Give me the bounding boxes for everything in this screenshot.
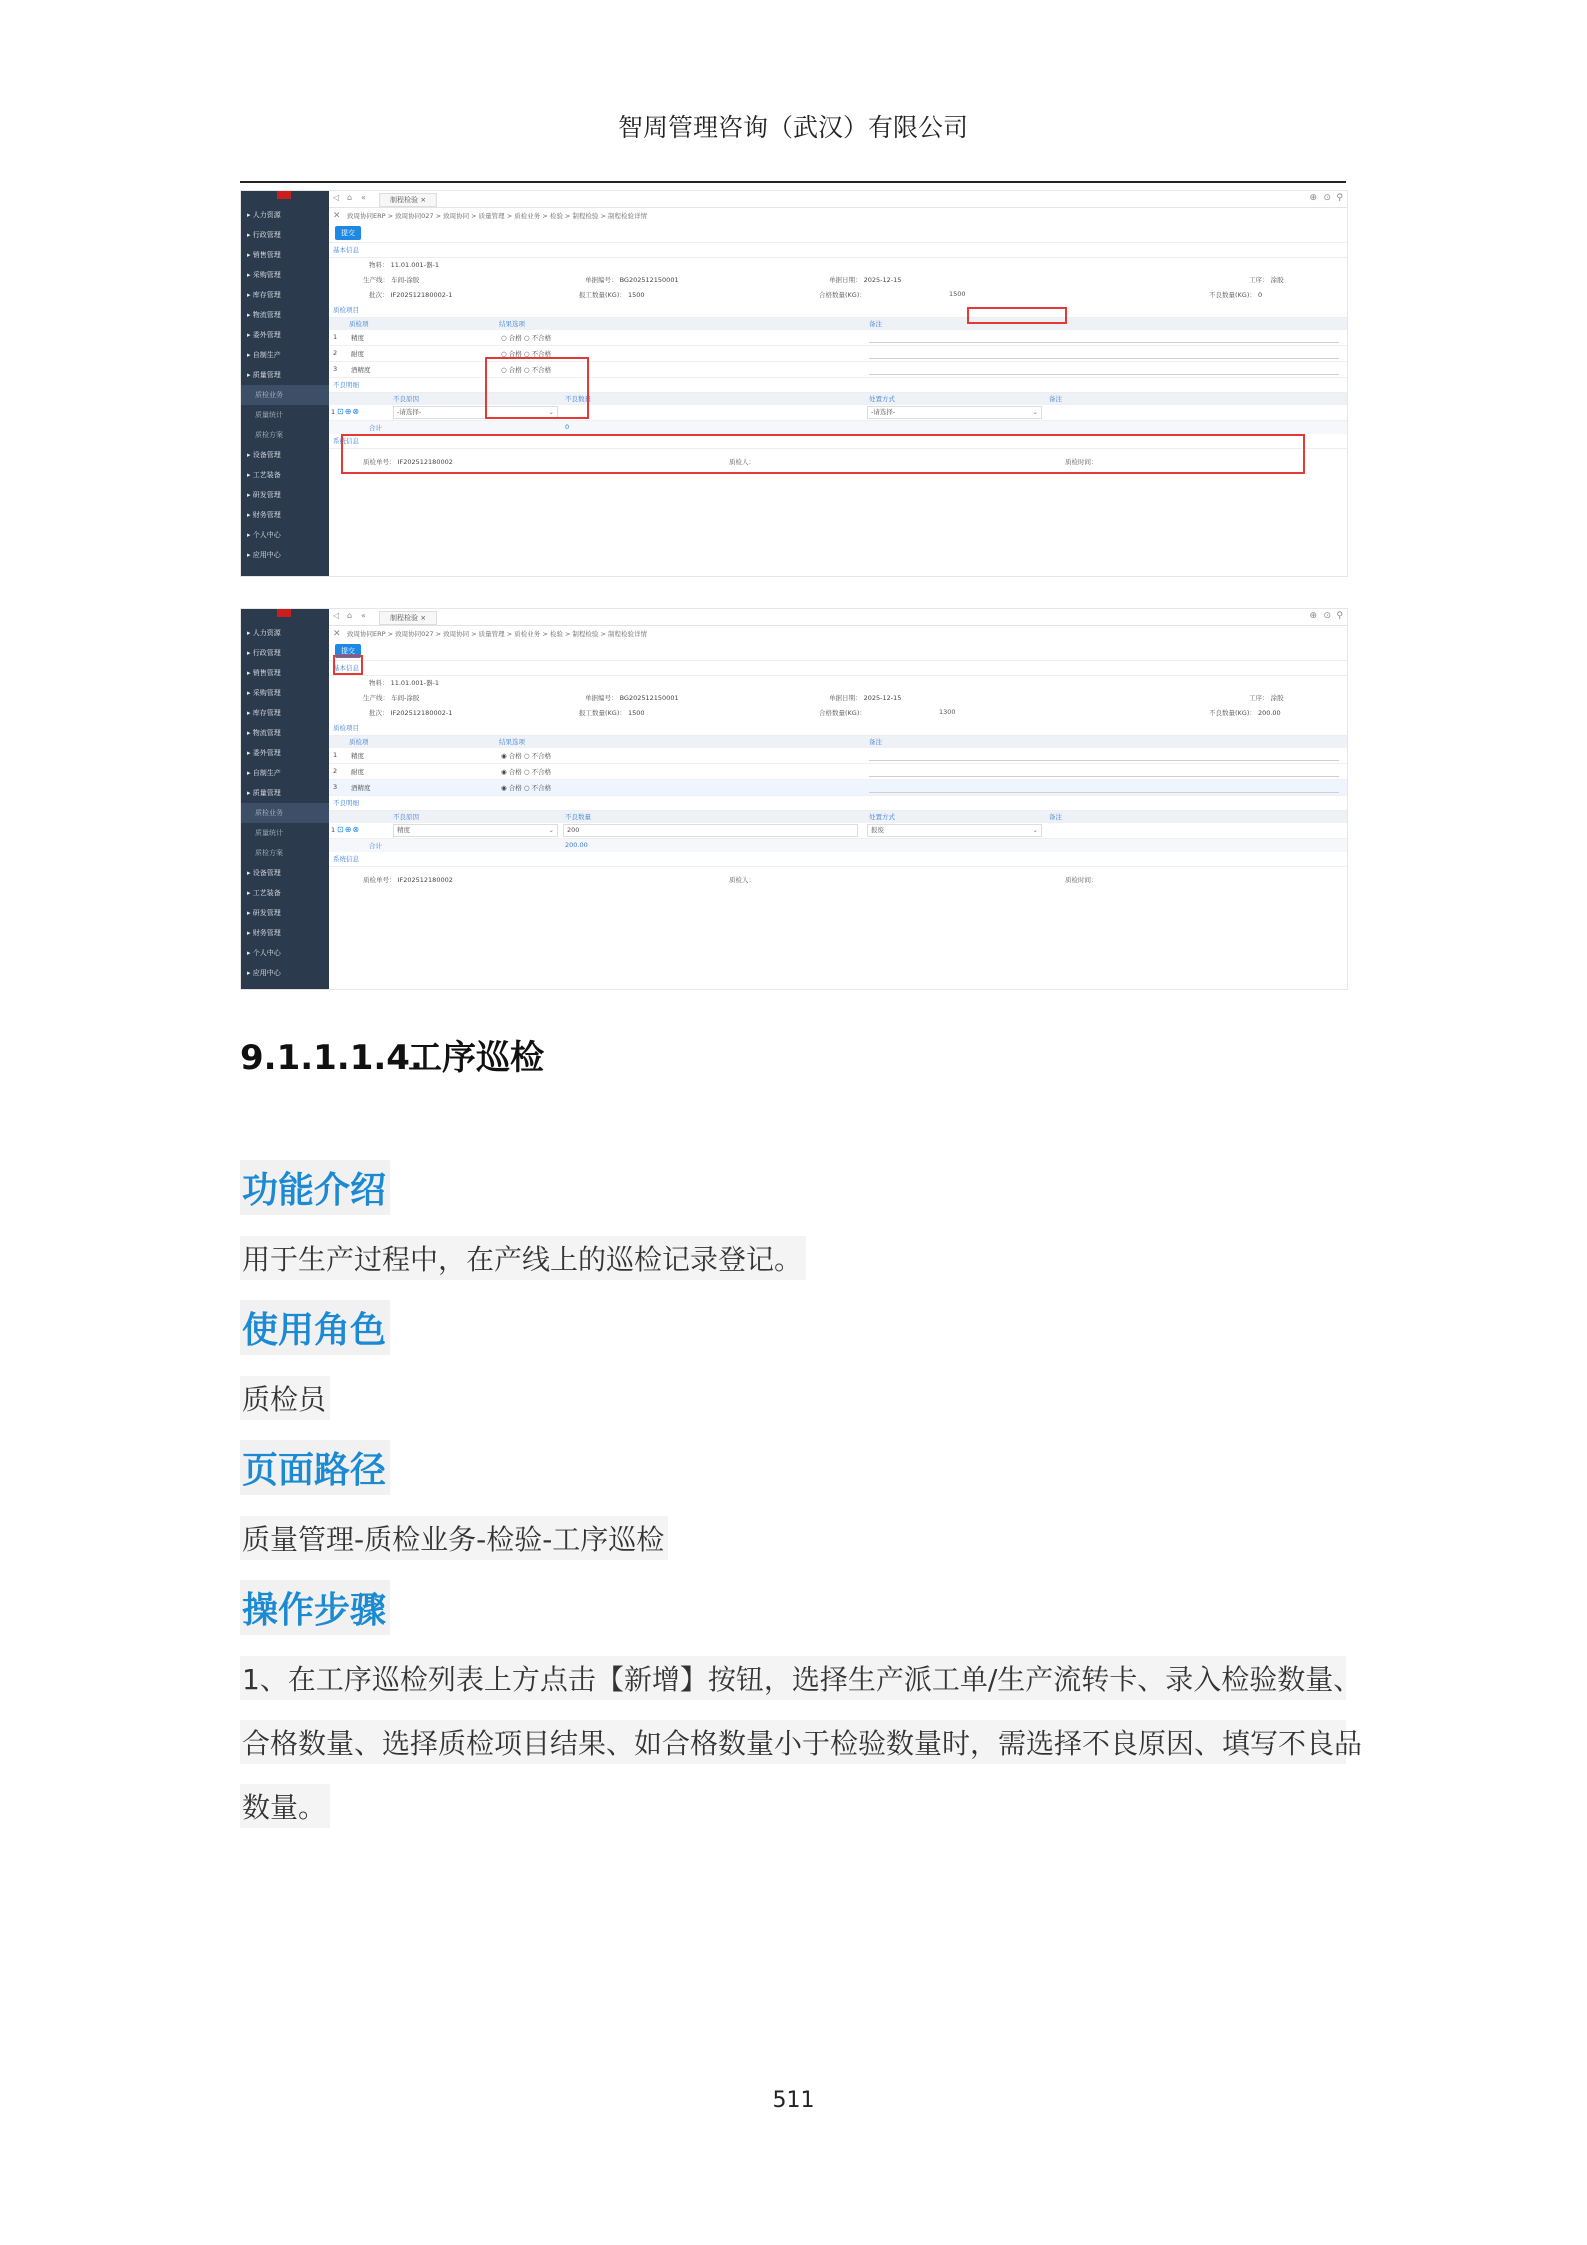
radio-ng-label: 不合格 <box>531 334 552 342</box>
radio-ng-label: 不合格 <box>531 784 552 792</box>
qualified-label: 合格数量(KG)： <box>819 291 866 299</box>
result-radios[interactable]: ◉ 合格 ○ 不合格 <box>501 784 552 792</box>
sidebar-item[interactable]: ▸ 质量管理 <box>247 789 281 797</box>
section-number: 9.1.1.1.4. <box>240 1038 423 1078</box>
sidebar-item[interactable]: ▸ 物流管理 <box>247 729 281 737</box>
remark-input[interactable] <box>869 776 1339 777</box>
radio-ok-label: 合格 <box>508 350 522 358</box>
sidebar-item[interactable]: ▸ 财务管理 <box>247 511 281 519</box>
subtotal-value: 0 <box>565 423 570 431</box>
breadcrumb-text: 致周协同ERP > 致周协同027 > 致周协同 > 质量管理 > 质检业务 > 检验 > 制程检验 > 制程检验详情 <box>347 630 647 638</box>
chevron-down-icon: ⌄ <box>548 408 554 416</box>
defect-col-qty: 不良数量 <box>565 813 591 821</box>
tab-label: 制程检验 <box>390 196 418 204</box>
material-label: 物料： <box>369 261 389 269</box>
defect-col-qty: 不良数量 <box>565 395 591 403</box>
radio-ok-label: 合格 <box>508 366 522 374</box>
sidebar-nav <box>241 205 329 565</box>
zoom-icon[interactable]: ⊙ <box>1323 193 1331 203</box>
qualified-label: 合格数量(KG)： <box>819 709 866 717</box>
dispose-value: 报废 <box>871 826 884 834</box>
text-steps-line-3: 数量。 <box>240 1784 330 1828</box>
sidebar-item[interactable]: ▸ 个人中心 <box>247 531 281 539</box>
doc-date-value: 2025-12-15 <box>863 276 902 284</box>
radio-ng-label: 不合格 <box>531 350 552 358</box>
sidebar-item[interactable]: 质检方案 <box>255 849 283 857</box>
sidebar-nav <box>241 623 329 983</box>
sidebar-item[interactable]: ▸ 自制生产 <box>247 769 281 777</box>
sidebar-item[interactable]: ▸ 行政管理 <box>247 649 281 657</box>
report-qty-label: 报工数量(KG)： <box>579 291 626 299</box>
sidebar-item[interactable]: ▸ 行政管理 <box>247 231 281 239</box>
line-value: 车间-涂胶 <box>391 694 420 702</box>
screenshot-2 <box>240 608 1348 990</box>
row-action-icons[interactable]: ⊡⊕⊗ <box>337 825 361 834</box>
process-label: 工序： <box>1249 276 1269 284</box>
sidebar-item[interactable]: ▸ 销售管理 <box>247 251 281 259</box>
defect-col-dispose: 处置方式 <box>869 395 895 403</box>
sidebar-item[interactable]: ▸ 个人中心 <box>247 949 281 957</box>
defect-qty-value: 200.00 <box>1257 709 1281 717</box>
batch-value: IF202512180002-1 <box>390 709 453 717</box>
screenshot-1 <box>240 190 1348 577</box>
defect-reason-value: 精度 <box>397 826 410 834</box>
double-left-icon[interactable]: « <box>361 193 366 202</box>
breadcrumb-text: 致周协同ERP > 致周协同027 > 致周协同 > 质量管理 > 质检业务 > 检验 > 制程检验 > 制程检验详情 <box>347 212 647 220</box>
submit-button[interactable]: 提交 <box>335 644 361 658</box>
double-left-icon[interactable]: « <box>361 611 366 620</box>
home-icon[interactable]: ⌂ <box>347 611 353 620</box>
page-header-company: 智周管理咨询（武汉）有限公司 <box>617 113 968 142</box>
section-inspection-items: 质检项目 <box>329 721 1347 736</box>
sidebar-item[interactable]: ▸ 工艺装备 <box>247 471 281 479</box>
dispose-select[interactable] <box>867 406 1042 419</box>
sidebar-item[interactable]: ▸ 设备管理 <box>247 451 281 459</box>
text-roles: 质检员 <box>240 1376 330 1420</box>
sidebar-item[interactable]: ▸ 设备管理 <box>247 869 281 877</box>
sidebar-item[interactable]: 质检业务 <box>241 803 329 823</box>
sidebar <box>241 191 329 576</box>
table-row <box>329 780 1347 796</box>
subtotal-label: 合计 <box>369 842 382 850</box>
radio-ng-label: 不合格 <box>531 752 552 760</box>
inspector-label: 质检人： <box>729 458 755 466</box>
sidebar-item[interactable]: ▸ 质量管理 <box>247 371 281 379</box>
row-index: 2 <box>333 349 338 357</box>
items-col-result: 结果选项 <box>499 738 525 746</box>
process-value: 涂胶 <box>1270 276 1284 284</box>
defect-row <box>329 405 1347 421</box>
breadcrumb <box>329 208 1347 224</box>
doc-date-label: 单据日期： <box>829 694 862 702</box>
sidebar-item[interactable]: 质检方案 <box>255 431 283 439</box>
main-panel <box>329 609 1347 989</box>
items-header <box>329 318 1347 330</box>
highlight-defect <box>341 434 1305 474</box>
qualified-input[interactable]: 1500 <box>949 290 966 298</box>
radio-ok-label: 合格 <box>508 768 522 776</box>
defect-subtotal <box>329 839 1347 852</box>
doc-date-value: 2025-12-15 <box>863 694 902 702</box>
button-row <box>329 224 1347 243</box>
doc-no-label: 单据编号： <box>585 276 618 284</box>
back-icon[interactable]: ◁ <box>333 611 340 620</box>
line-label: 生产线： <box>363 694 389 702</box>
defect-col-reason: 不良原因 <box>393 813 419 821</box>
heading-page-path: 页面路径 <box>240 1440 390 1495</box>
text-function-intro: 用于生产过程中，在产线上的巡检记录登记。 <box>240 1236 806 1280</box>
report-qty-value: 1500 <box>627 291 645 299</box>
insp-no-value: IF202512180002 <box>397 458 453 466</box>
page-number: 511 <box>772 2088 815 2113</box>
remark-input[interactable] <box>869 342 1339 343</box>
sidebar-item[interactable]: ▸ 自制生产 <box>247 351 281 359</box>
user-icon[interactable]: ⚲ <box>1336 611 1343 621</box>
process-label: 工序： <box>1249 694 1269 702</box>
sidebar-item[interactable]: ▸ 财务管理 <box>247 929 281 937</box>
doc-no-value: BG202512150001 <box>619 276 679 284</box>
dispose-value: -请选择- <box>871 408 896 416</box>
logo <box>277 191 291 199</box>
row-index: 1 <box>333 751 338 759</box>
batch-label: 批次： <box>369 291 389 299</box>
defect-header <box>329 811 1347 823</box>
items-col-result: 结果选项 <box>499 320 525 328</box>
doc-date-label: 单据日期： <box>829 276 862 284</box>
system-row <box>329 873 1347 888</box>
subtotal-label: 合计 <box>369 424 382 432</box>
material-value: 11.01.001-器-1 <box>390 679 439 687</box>
line-value: 车间-涂胶 <box>391 276 420 284</box>
row-item: 酒精度 <box>351 784 371 792</box>
radio-ok-label: 合格 <box>508 334 522 342</box>
items-col-item: 质检项 <box>349 320 369 328</box>
basic-row-1 <box>329 258 1347 273</box>
tab-label: 制程检验 <box>390 614 418 622</box>
logo <box>277 609 291 617</box>
heading-roles: 使用角色 <box>240 1300 390 1355</box>
row-item: 精度 <box>351 334 364 342</box>
inspector-label: 质检人： <box>729 876 755 884</box>
doc-no-label: 单据编号： <box>585 694 618 702</box>
section-title: 工序巡检 <box>408 1038 544 1078</box>
tab-process-inspection[interactable]: 制程检验 × <box>379 193 437 207</box>
insp-no-label: 质检单号： <box>363 876 396 884</box>
result-radios[interactable]: ◉ 合格 ○ 不合格 <box>501 768 552 776</box>
table-row <box>329 748 1347 764</box>
section-basic-info: 基本信息 <box>329 243 1347 258</box>
sidebar-item[interactable]: ▸ 委外管理 <box>247 749 281 757</box>
row-item: 耐度 <box>351 768 364 776</box>
highlight-results <box>485 357 589 419</box>
defect-qty-cell: 200 <box>567 826 580 834</box>
row-index: 3 <box>333 365 338 373</box>
remark-input[interactable] <box>869 358 1339 359</box>
close-icon[interactable]: ✕ <box>333 211 341 221</box>
result-radios[interactable]: ○ 合格 ○ 不合格 <box>501 334 552 342</box>
defect-col-reason: 不良原因 <box>393 395 419 403</box>
line-label: 生产线： <box>363 276 389 284</box>
sidebar-item[interactable]: ▸ 人力资源 <box>247 629 281 637</box>
table-row <box>329 362 1347 378</box>
result-radios[interactable]: ○ 合格 ○ 不合格 <box>501 366 552 374</box>
table-row <box>329 330 1347 346</box>
text-page-path: 质量管理-质检业务-检验-工序巡检 <box>240 1516 668 1560</box>
defect-col-dispose: 处置方式 <box>869 813 895 821</box>
insp-no-value: IF202512180002 <box>397 876 453 884</box>
close-icon[interactable]: ✕ <box>333 629 341 639</box>
text-steps-line-2: 合格数量、选择质检项目结果、如合格数量小于检验数量时，需选择不良原因、填写不良品 <box>240 1720 1346 1764</box>
defect-qty-label: 不良数量(KG)： <box>1209 291 1256 299</box>
sidebar-item[interactable]: 质量统计 <box>255 411 283 419</box>
sidebar-item[interactable]: ▸ 采购管理 <box>247 689 281 697</box>
process-value: 涂胶 <box>1270 694 1284 702</box>
report-qty-label: 报工数量(KG)： <box>579 709 626 717</box>
row-action-icons[interactable]: ⊡⊕⊗ <box>337 407 361 416</box>
heading-steps: 操作步骤 <box>240 1580 390 1635</box>
row-item: 精度 <box>351 752 364 760</box>
sidebar-item[interactable]: ▸ 物流管理 <box>247 311 281 319</box>
section-heading <box>240 1030 544 1079</box>
tab-bar <box>329 609 1347 626</box>
report-qty-value: 1500 <box>627 709 645 717</box>
sidebar-item[interactable]: ▸ 研发管理 <box>247 909 281 917</box>
row-index: 1 <box>333 333 338 341</box>
material-label: 物料： <box>369 679 389 687</box>
sidebar-item[interactable]: ▸ 研发管理 <box>247 491 281 499</box>
chevron-down-icon: ⌄ <box>1032 826 1038 834</box>
defect-reason-select[interactable] <box>393 824 558 837</box>
sidebar-item[interactable]: ▸ 销售管理 <box>247 669 281 677</box>
chevron-down-icon: ⌄ <box>548 826 554 834</box>
row-item: 酒精度 <box>351 366 371 374</box>
radio-ng-label: 不合格 <box>531 768 552 776</box>
submit-button[interactable]: 提交 <box>335 226 361 240</box>
sidebar <box>241 609 329 989</box>
user-icon[interactable]: ⚲ <box>1336 193 1343 203</box>
defect-qty-value: 0 <box>1257 291 1263 299</box>
text-steps-line-1: 1、在工序巡检列表上方点击【新增】按钮，选择生产派工单/生产流转卡、录入检验数量、 <box>240 1656 1346 1700</box>
section-inspection-items: 质检项目 <box>329 303 1347 318</box>
sidebar-item[interactable]: ▸ 委外管理 <box>247 331 281 339</box>
basic-row-3 <box>329 288 1347 303</box>
defect-subtotal <box>329 421 1347 434</box>
insp-no-label: 质检单号： <box>363 458 396 466</box>
sidebar-item[interactable]: ▸ 采购管理 <box>247 271 281 279</box>
row-index: 2 <box>333 767 338 775</box>
back-icon[interactable]: ◁ <box>333 193 340 202</box>
batch-value: IF202512180002-1 <box>390 291 453 299</box>
home-icon[interactable]: ⌂ <box>347 193 353 202</box>
defect-col-remark: 备注 <box>1049 395 1062 403</box>
row-index: 1 <box>331 408 336 416</box>
button-row <box>329 642 1347 661</box>
chevron-down-icon: ⌄ <box>1032 408 1038 416</box>
radio-ok-label: 合格 <box>508 752 522 760</box>
row-item: 耐度 <box>351 350 364 358</box>
sidebar-item[interactable]: 质检业务 <box>241 385 329 405</box>
defect-qty-input[interactable] <box>563 824 858 837</box>
fullscreen-icon[interactable]: ⊕ <box>1309 611 1317 621</box>
basic-row-1 <box>329 676 1347 691</box>
items-col-item: 质检项 <box>349 738 369 746</box>
result-radios[interactable]: ◉ 合格 ○ 不合格 <box>501 752 552 760</box>
remark-input[interactable] <box>869 760 1339 761</box>
highlight-qualified <box>967 307 1067 324</box>
table-row <box>329 346 1347 362</box>
highlight-submit <box>333 655 363 675</box>
subtotal-value: 200.00 <box>565 841 588 849</box>
remark-input[interactable] <box>869 374 1339 375</box>
result-radios[interactable]: ○ 合格 ○ 不合格 <box>501 350 552 358</box>
items-col-remark: 备注 <box>869 320 882 328</box>
tab-bar <box>329 191 1347 208</box>
section-basic-info: 基本信息 <box>329 661 1347 676</box>
sidebar-item[interactable]: ▸ 人力资源 <box>247 211 281 219</box>
material-value: 11.01.001-器-1 <box>390 261 439 269</box>
sidebar-item[interactable]: ▸ 库存管理 <box>247 709 281 717</box>
sidebar-item[interactable]: 质量统计 <box>255 829 283 837</box>
items-header <box>329 736 1347 748</box>
basic-row-2 <box>329 691 1347 706</box>
defect-header <box>329 393 1347 405</box>
sidebar-item[interactable]: ▸ 应用中心 <box>247 969 281 977</box>
sidebar-item[interactable]: ▸ 应用中心 <box>247 551 281 559</box>
radio-ok-label: 合格 <box>508 784 522 792</box>
sidebar-item[interactable]: ▸ 工艺装备 <box>247 889 281 897</box>
header-rule <box>240 181 1346 183</box>
insp-time-label: 质检时间： <box>1065 876 1098 884</box>
tab-process-inspection[interactable]: 制程检验 × <box>379 611 437 625</box>
remark-input[interactable] <box>869 792 1339 793</box>
row-index: 3 <box>333 783 338 791</box>
dispose-select[interactable] <box>867 824 1042 837</box>
section-system-info: 系统信息 <box>329 434 1347 449</box>
heading-function-intro: 功能介绍 <box>240 1160 390 1215</box>
fullscreen-icon[interactable]: ⊕ <box>1309 193 1317 203</box>
radio-ng-label: 不合格 <box>531 366 552 374</box>
batch-label: 批次： <box>369 709 389 717</box>
section-defect-detail: 不良明细 <box>329 378 1347 393</box>
basic-row-3 <box>329 706 1347 721</box>
zoom-icon[interactable]: ⊙ <box>1323 611 1331 621</box>
defect-qty-label: 不良数量(KG)： <box>1209 709 1256 717</box>
section-system-info: 系统信息 <box>329 852 1347 867</box>
main-panel <box>329 191 1347 576</box>
doc-no-value: BG202512150001 <box>619 694 679 702</box>
section-defect-detail: 不良明细 <box>329 796 1347 811</box>
insp-time-label: 质检时间： <box>1065 458 1098 466</box>
sidebar-item[interactable]: ▸ 库存管理 <box>247 291 281 299</box>
defect-reason-value: -请选择- <box>397 408 422 416</box>
qualified-input[interactable]: 1300 <box>939 708 956 716</box>
defect-row <box>329 823 1347 839</box>
items-col-remark: 备注 <box>869 738 882 746</box>
breadcrumb <box>329 626 1347 642</box>
table-row <box>329 764 1347 780</box>
row-index: 1 <box>331 826 336 834</box>
basic-row-2 <box>329 273 1347 288</box>
defect-col-remark: 备注 <box>1049 813 1062 821</box>
